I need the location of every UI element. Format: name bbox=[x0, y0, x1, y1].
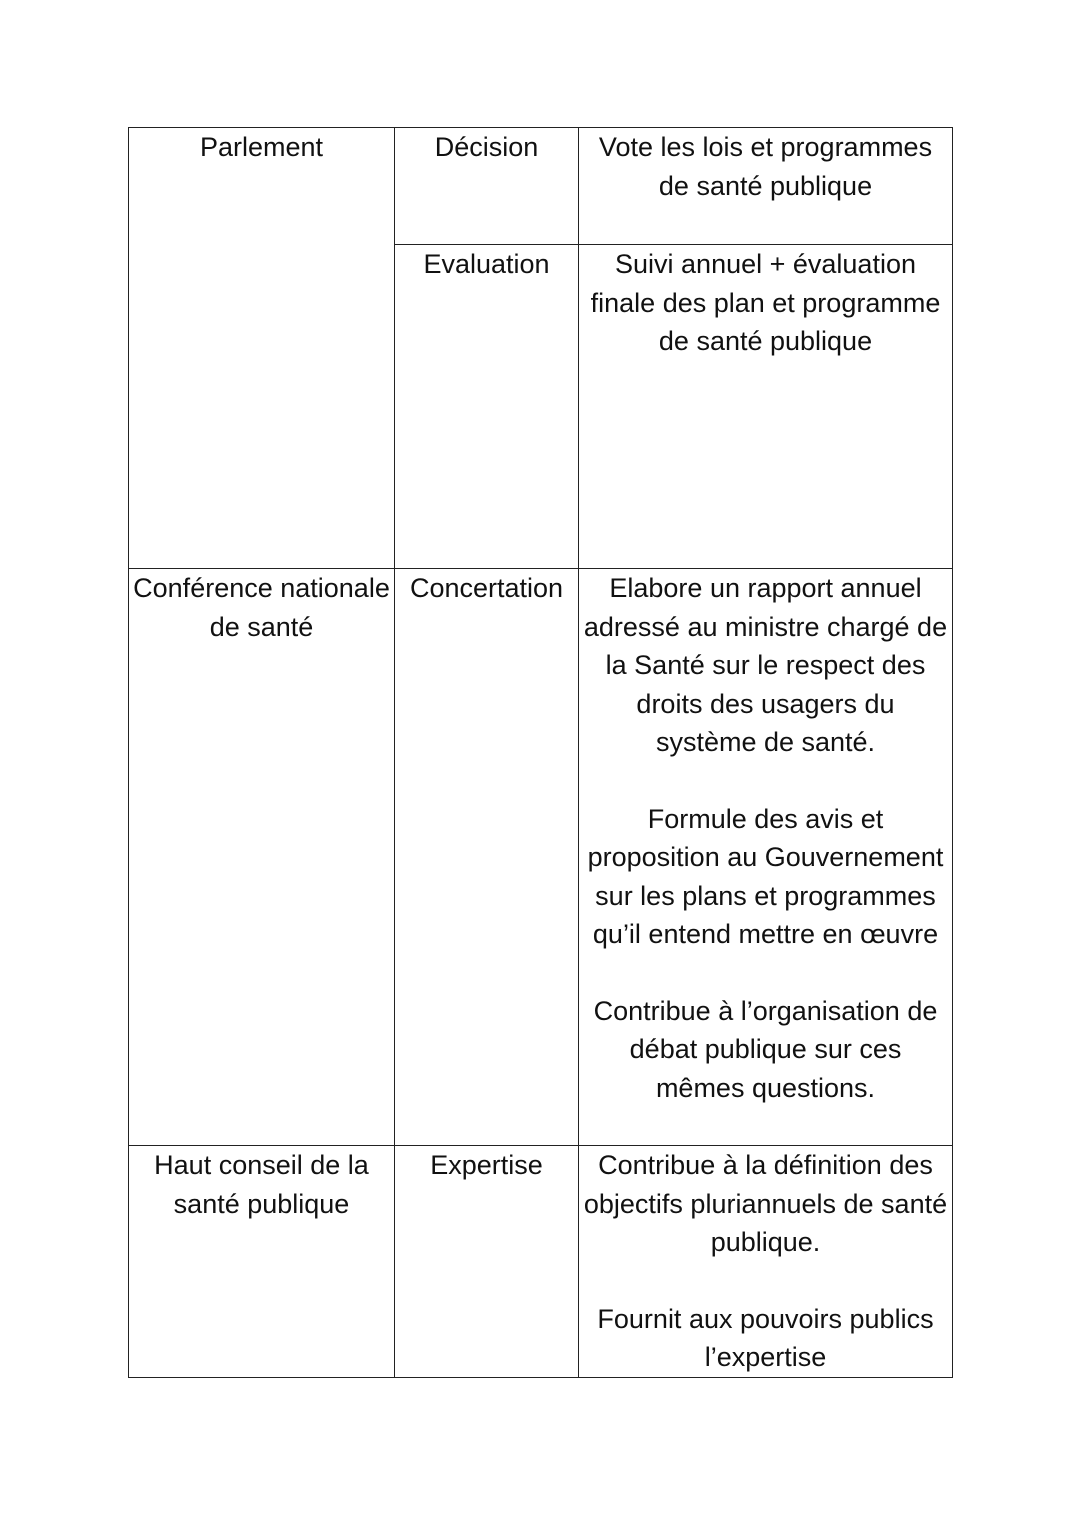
role-cell-decision bbox=[395, 128, 579, 245]
actor-cell-parlement bbox=[129, 128, 395, 569]
role-cell-evaluation bbox=[395, 245, 579, 569]
actor-label: Conférence nationale de santé bbox=[133, 573, 390, 642]
role-label: Concertation bbox=[409, 573, 564, 603]
description-cell-decision bbox=[579, 128, 953, 245]
description-paragraph: Suivi annuel + évaluation finale des plan et programme de santé publique bbox=[590, 249, 941, 356]
health-governance-table bbox=[128, 127, 953, 1378]
role-label: Expertise bbox=[430, 1150, 543, 1180]
table-row bbox=[129, 1146, 953, 1378]
description-paragraph: Elabore un rapport annuel adressé au ministre chargé de la Santé sur le respect des droits des usagers du système de santé. bbox=[583, 573, 948, 757]
description-paragraph: Formule des avis et proposition au Gouvernement sur les plans et programmes qu’il entend mettre en œuvre bbox=[587, 803, 944, 949]
actor-cell-conference bbox=[129, 569, 395, 1146]
table-row bbox=[129, 128, 953, 245]
actor-label: Parlement bbox=[199, 132, 324, 162]
description-paragraph: Contribue à l’organisation de débat publique sur ces mêmes questions. bbox=[593, 995, 938, 1103]
role-label: Décision bbox=[434, 132, 539, 162]
description-cell-evaluation bbox=[579, 245, 953, 569]
description-cell-concertation bbox=[579, 569, 953, 1146]
actor-cell-haut-conseil bbox=[129, 1146, 395, 1378]
description-paragraph: Vote les lois et programmes de santé publique bbox=[598, 132, 933, 201]
role-cell-concertation bbox=[395, 569, 579, 1146]
role-label: Evaluation bbox=[423, 249, 550, 279]
description-paragraph: Contribue à la définition des objectifs pluriannuels de santé publique. bbox=[583, 1150, 948, 1257]
table-row bbox=[129, 569, 953, 1146]
description-cell-expertise bbox=[579, 1146, 953, 1378]
description-paragraph: Fournit aux pouvoirs publics l’expertise bbox=[597, 1303, 934, 1372]
actor-label: Haut conseil de la santé publique bbox=[154, 1150, 369, 1219]
role-cell-expertise bbox=[395, 1146, 579, 1378]
